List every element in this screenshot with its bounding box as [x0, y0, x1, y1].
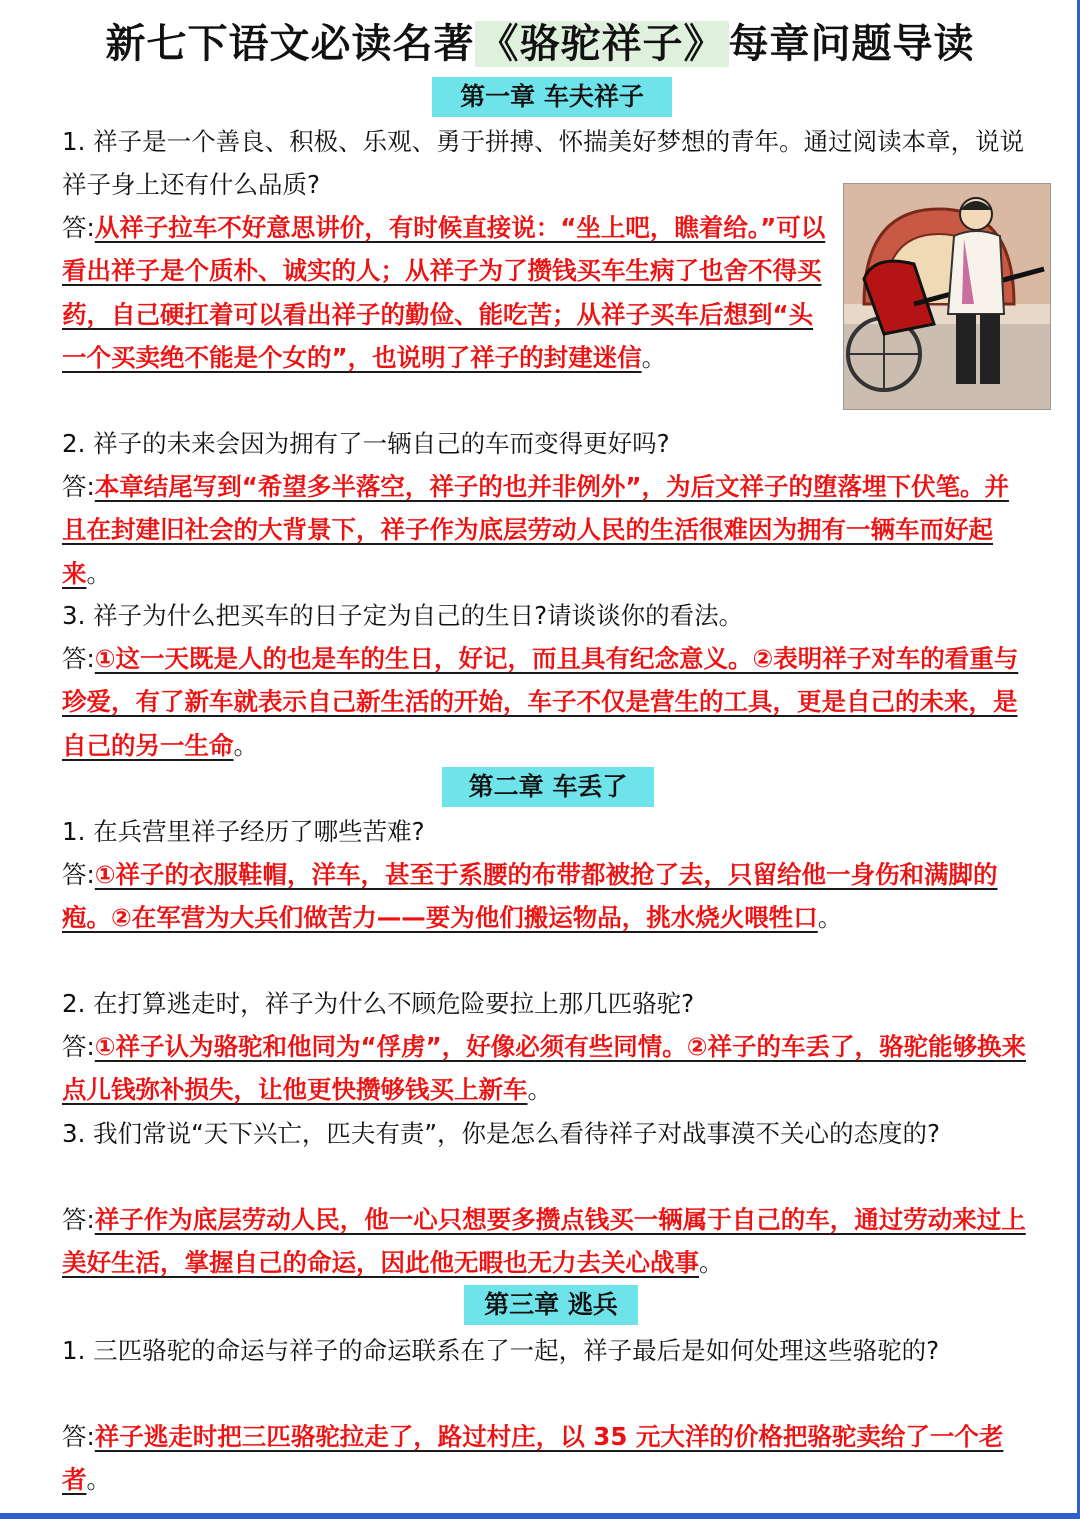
chapter-2-question-2: 2. 在打算逃走时，祥子为什么不顾危险要拉上那几匹骆驼? — [62, 989, 695, 1018]
chapter-1-question-1: 1. 祥子是一个善良、积极、乐观、勇于拼搏、怀揣美好梦想的青年。通过阅读本章，说说祥子身上还有什么品质? — [62, 127, 1025, 200]
chapter-2-question-3: 3. 我们常说“天下兴亡，匹夫有责”，你是怎么看待祥子对战事漠不关心的态度的? — [62, 1119, 941, 1148]
answer-text: 从祥子拉车不好意思讲价，有时候直接说：“坐上吧，瞧着给。”可以看出祥子是个质朴、诚实的人；从祥子为了攒钱买车生病了也舍不得买药，自己硬扛着可以看出祥子的勤俭、能吃苦；从祥子买车后想到“头一个买卖绝不能是个女的”，也说明了祥子的封建迷信 — [62, 213, 826, 372]
answer-text: ①祥子认为骆驼和他同为“俘虏”，好像必须有些同情。②祥子的车丢了，骆驼能够换来点儿钱弥补损失，让他更快攒够钱买上新车 — [62, 1032, 1026, 1105]
chapter-3-heading: 第三章 逃兵 — [464, 1285, 638, 1325]
rickshaw-illustration — [843, 183, 1051, 410]
chapter-2-heading: 第二章 车丢了 — [442, 767, 654, 807]
chapter-1-answer-1: 答:从祥子拉车不好意思讲价，有时候直接说：“坐上吧，瞧着给。”可以看出祥子是个质朴、诚实的人；从祥子为了攒钱买车生病了也舍不得买药，自己硬扛着可以看出祥子的勤俭、能吃苦；从祥子买车后想到“头一个买卖绝不能是个女的”，也说明了祥子的封建迷信。 — [62, 213, 826, 372]
chapter-2-answer-2: 答:①祥子认为骆驼和他同为“俘虏”，好像必须有些同情。②祥子的车丢了，骆驼能够换来点儿钱弥补损失，让他更快攒够钱买上新车。 — [62, 1032, 1026, 1105]
title-book-name: 《骆驼祥子》 — [475, 21, 729, 67]
answer-text: 祥子作为底层劳动人民，他一心只想要多攒点钱买一辆属于自己的车，通过劳动来过上美好生活，掌握自己的命运，因此他无暇也无力去关心战事 — [62, 1205, 1026, 1278]
chapter-1-answer-2: 答:本章结尾写到“希望多半落空，祥子的也并非例外”，为后文祥子的堕落埋下伏笔。并且在封建旧社会的大背景下，祥子作为底层劳动人民的生活很难因为拥有一辆车而好起来。 — [62, 472, 1009, 588]
chapter-1-question-2: 2. 祥子的未来会因为拥有了一辆自己的车而变得更好吗? — [62, 429, 670, 458]
chapter-2-answer-1: 答:①祥子的衣服鞋帽，洋车，甚至于系腰的布带都被抢了去，只留给他一身伤和满脚的疱。②在军营为大兵们做苦力——要为他们搬运物品，挑水烧火喂牲口。 — [62, 860, 998, 933]
title-prefix: 新七下语文必读名著 — [105, 21, 475, 67]
answer-text: 本章结尾写到“希望多半落空，祥子的也并非例外”，为后文祥子的堕落埋下伏笔。并且在封建旧社会的大背景下，祥子作为底层劳动人民的生活很难因为拥有一辆车而好起来 — [62, 472, 1009, 588]
chapter-1-question-3: 3. 祥子为什么把买车的日子定为自己的生日?请谈谈你的看法。 — [62, 601, 744, 630]
chapter-1-answer-3: 答:①这一天既是人的也是车的生日，好记，而且具有纪念意义。②表明祥子对车的看重与珍爱，有了新车就表示自己新生活的开始，车子不仅是营生的工具，更是自己的未来，是自己的另一生命。 — [62, 644, 1019, 760]
chapter-3-answer-1: 答:祥子逃走时把三匹骆驼拉走了，路过村庄，以 35 元大洋的价格把骆驼卖给了一个老者。 — [62, 1422, 1004, 1495]
page-title — [0, 14, 1080, 74]
chapter-2-answer-3: 答:祥子作为底层劳动人民，他一心只想要多攒点钱买一辆属于自己的车，通过劳动来过上美好生活，掌握自己的命运，因此他无暇也无力去关心战事。 — [62, 1205, 1026, 1278]
chapter-3-question-1: 1. 三匹骆驼的命运与祥子的命运联系在了一起，祥子最后是如何处理这些骆驼的? — [62, 1336, 940, 1365]
answer-text: ①祥子的衣服鞋帽，洋车，甚至于系腰的布带都被抢了去，只留给他一身伤和满脚的疱。②在军营为大兵们做苦力——要为他们搬运物品，挑水烧火喂牲口 — [62, 860, 998, 933]
chapter-2-question-1: 1. 在兵营里祥子经历了哪些苦难? — [62, 817, 425, 846]
chapter-1-heading: 第一章 车夫祥子 — [432, 77, 672, 117]
title-suffix: 每章问题导读 — [728, 21, 975, 67]
answer-text: 祥子逃走时把三匹骆驼拉走了，路过村庄，以 35 元大洋的价格把骆驼卖给了一个老者 — [62, 1422, 1004, 1495]
answer-text: ①这一天既是人的也是车的生日，好记，而且具有纪念意义。②表明祥子对车的看重与珍爱，有了新车就表示自己新生活的开始，车子不仅是营生的工具，更是自己的未来，是自己的另一生命 — [62, 644, 1019, 760]
